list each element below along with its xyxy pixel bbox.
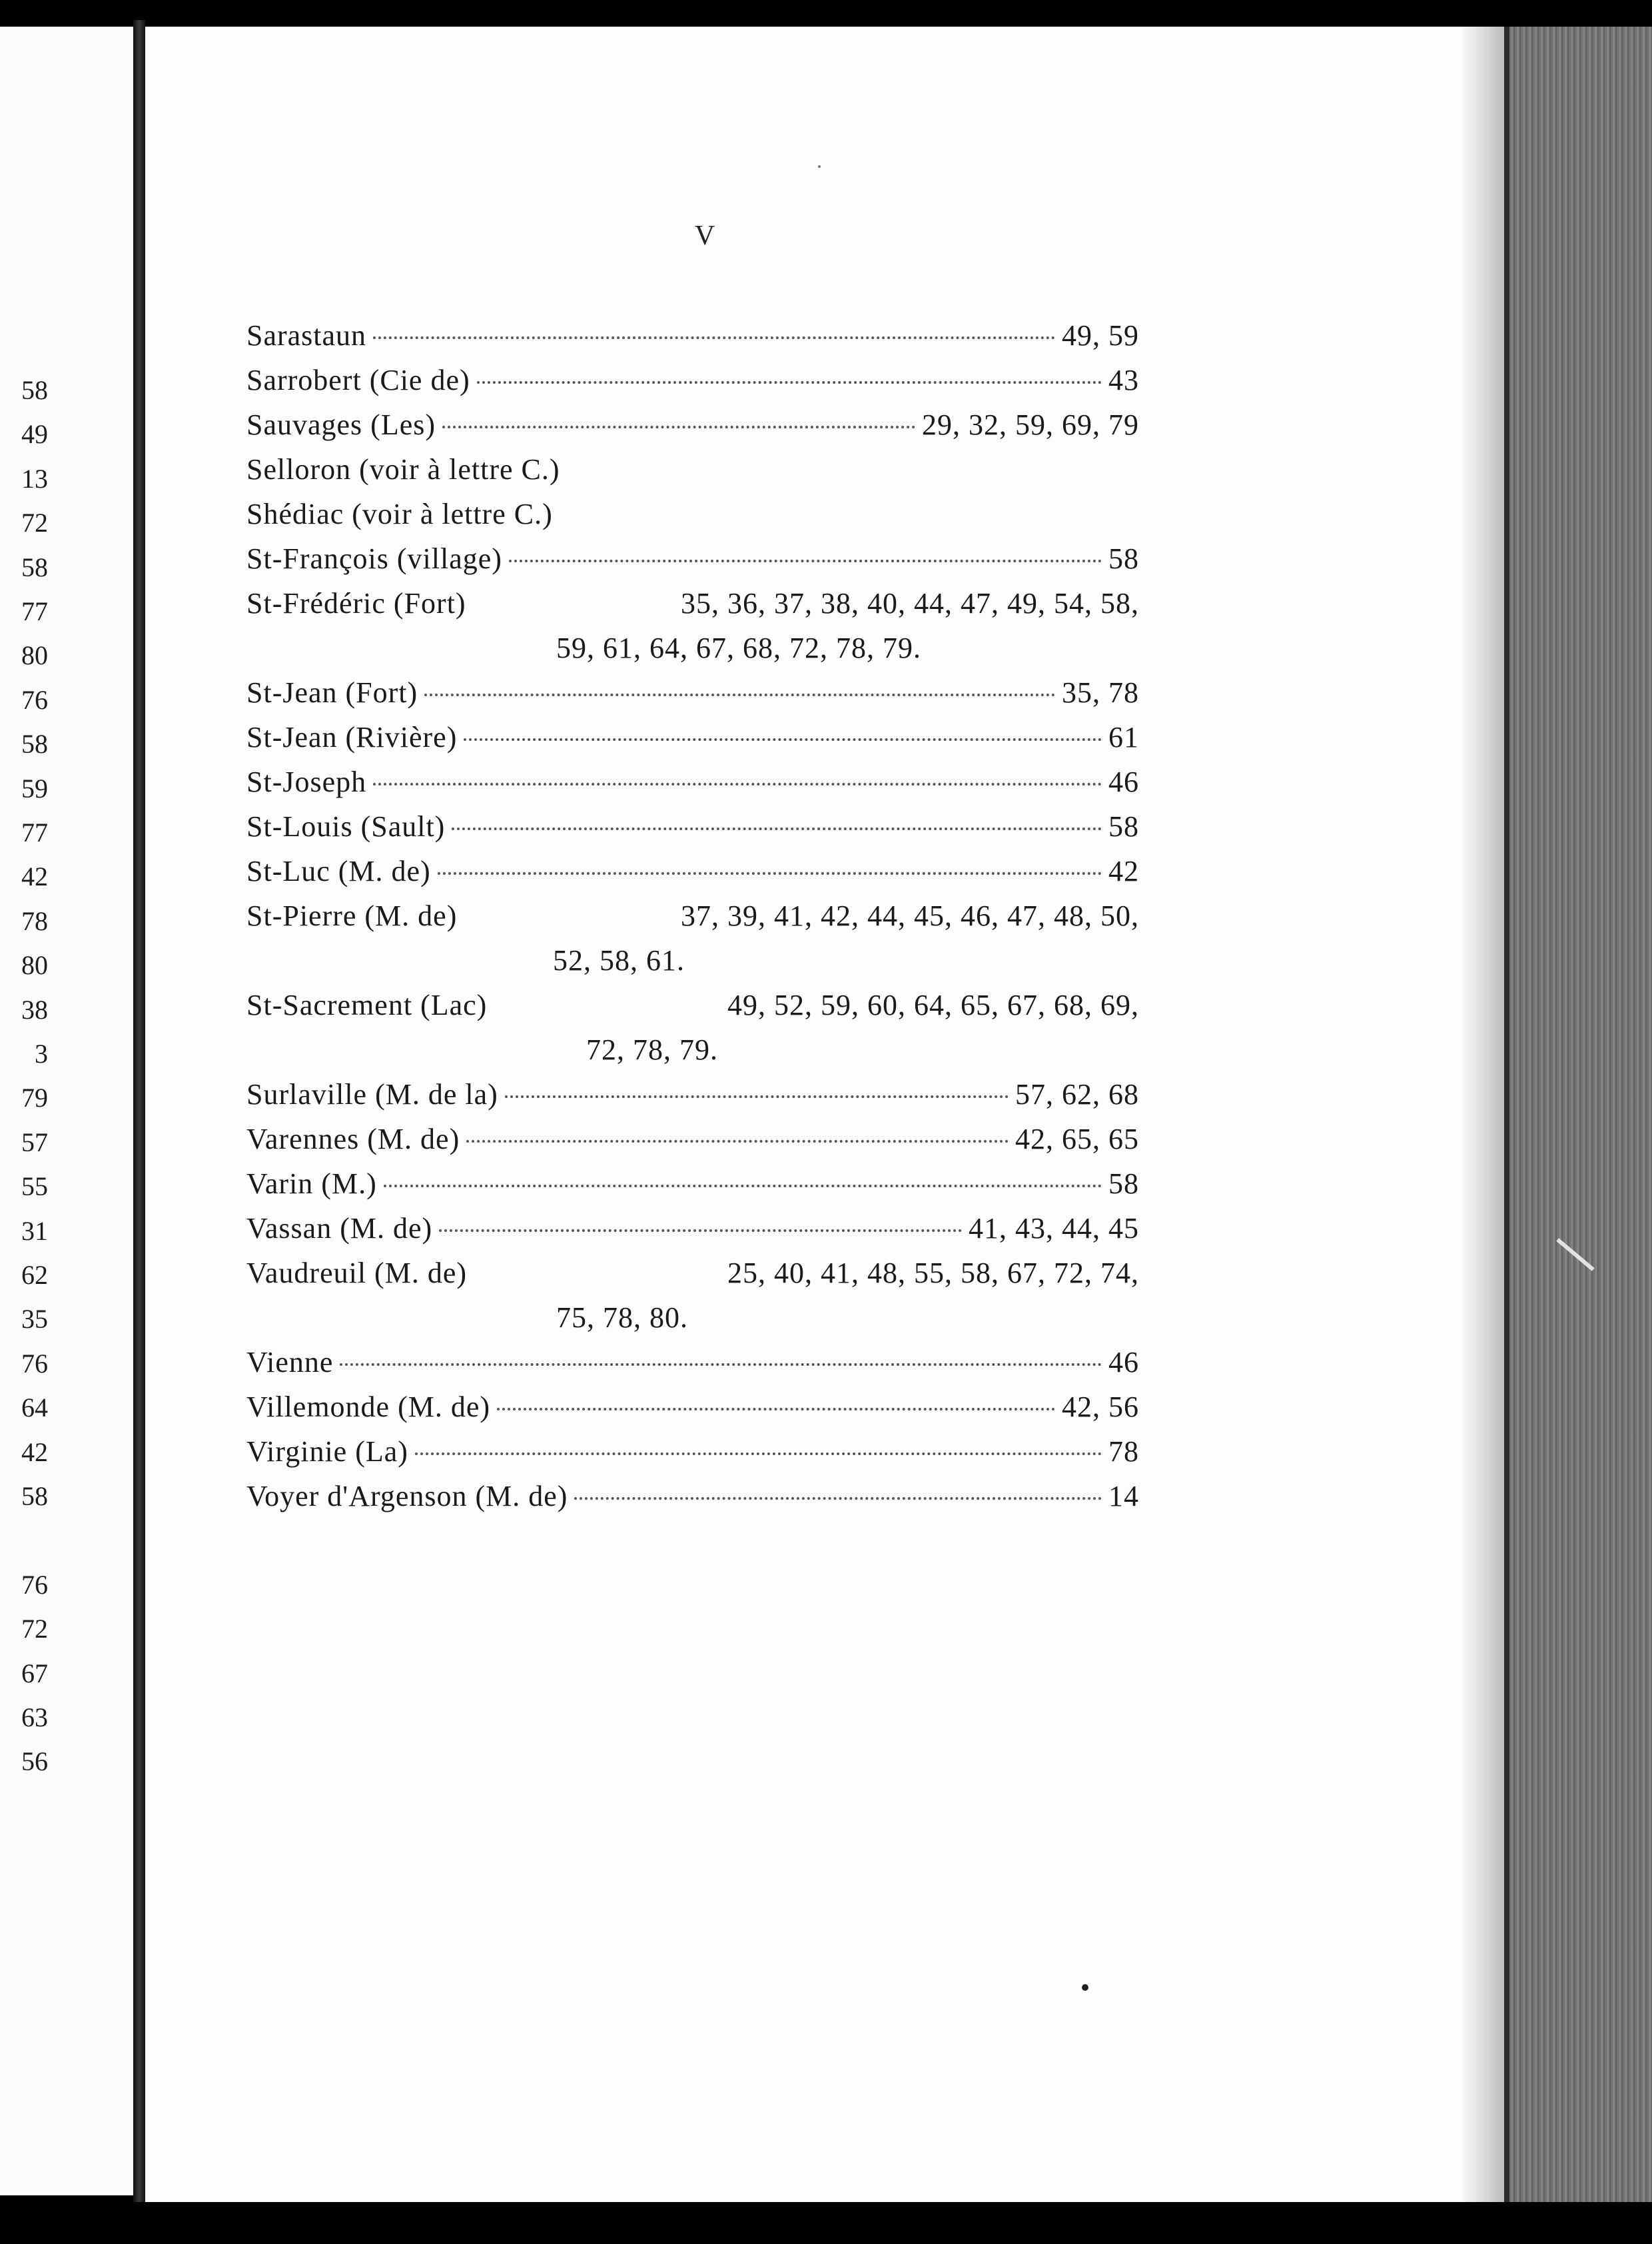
left-page <box>0 27 133 2195</box>
index-entry <box>246 893 1139 983</box>
index-entry-line <box>246 313 1139 358</box>
index-term: St-Joseph <box>246 766 367 798</box>
index-page-refs: 41, 43, 44, 45 <box>969 1212 1139 1245</box>
index-term: St-François (village) <box>246 542 502 575</box>
index-entry <box>246 1474 1139 1518</box>
index-entry-line <box>246 1340 1139 1385</box>
index-page-refs: 46 <box>1108 1346 1139 1379</box>
left-page-number: 64 <box>21 1393 48 1423</box>
index-entry-line <box>246 715 1139 760</box>
left-page-number: 72 <box>21 1614 48 1644</box>
index-term: St-Luc (M. de) <box>246 855 431 887</box>
index-page-refs: 61 <box>1108 721 1139 754</box>
index-entry <box>246 1429 1139 1474</box>
dot-leader <box>439 1229 962 1232</box>
page-block-edge <box>1504 27 1652 2219</box>
left-page-number: 42 <box>21 861 48 892</box>
left-page-number: 35 <box>21 1304 48 1335</box>
index-page-refs: 78 <box>1108 1435 1139 1468</box>
index-term: Villemonde (M. de) <box>246 1391 491 1423</box>
index-entry-line <box>246 804 1139 849</box>
dot-leader <box>373 783 1102 786</box>
index-page-refs-continued: 52, 58, 61. <box>553 944 685 977</box>
index-term: Surlaville (M. de la) <box>246 1078 498 1111</box>
index-page-refs: 58 <box>1108 1167 1139 1200</box>
index-entry-line <box>246 492 1139 536</box>
left-page-number: 80 <box>21 950 48 981</box>
index-entry-line <box>246 1072 1139 1117</box>
index-term: Sarastaun <box>246 319 367 352</box>
index-entry-line <box>246 447 1139 492</box>
index-entry <box>246 402 1139 447</box>
dot-leader <box>505 1095 1009 1098</box>
index-entry <box>246 492 1139 536</box>
index-entry-line <box>246 358 1139 402</box>
index-page-refs: 14 <box>1108 1480 1139 1512</box>
left-page-number: 72 <box>21 508 48 538</box>
dot-leader <box>464 738 1102 741</box>
index-term: Virginie (La) <box>246 1435 408 1468</box>
index-entry <box>246 760 1139 804</box>
index-list <box>246 313 1139 1518</box>
left-page-number: 55 <box>21 1171 48 1202</box>
index-term: Vassan (M. de) <box>246 1212 433 1245</box>
index-entry <box>246 1251 1139 1340</box>
index-entry-line <box>246 1251 1139 1295</box>
left-page-number: 59 <box>21 773 48 804</box>
index-entry-line <box>246 849 1139 893</box>
left-page-number: 42 <box>21 1436 48 1467</box>
index-entry-line <box>246 670 1139 715</box>
index-page-refs: 57, 62, 68 <box>1015 1078 1139 1111</box>
ink-speck <box>1082 1984 1088 1991</box>
index-page-refs: 58 <box>1108 542 1139 575</box>
index-term: St-Louis (Sault) <box>246 810 446 843</box>
left-page-number: 58 <box>21 375 48 405</box>
dot-leader <box>438 872 1102 875</box>
index-entry <box>246 313 1139 358</box>
index-entry-line <box>246 402 1139 447</box>
index-entry-line <box>246 1117 1139 1161</box>
index-term: Voyer d'Argenson (M. de) <box>246 1480 568 1512</box>
dot-leader <box>477 381 1102 384</box>
index-entry <box>246 849 1139 893</box>
left-page-number: 58 <box>21 552 48 582</box>
index-page-refs-continued: 72, 78, 79. <box>586 1033 718 1066</box>
left-page-number: 80 <box>21 640 48 671</box>
dot-leader <box>497 1408 1055 1410</box>
index-entry <box>246 715 1139 760</box>
index-entry <box>246 1117 1139 1161</box>
left-page-number: 78 <box>21 905 48 936</box>
index-entry <box>246 536 1139 581</box>
index-page-refs: 42, 56 <box>1062 1391 1139 1423</box>
index-entry-line <box>246 1429 1139 1474</box>
index-page-refs: 43 <box>1108 364 1139 396</box>
index-page-refs: 29, 32, 59, 69, 79 <box>922 408 1139 441</box>
index-page-refs: 35, 78 <box>1062 676 1139 709</box>
index-entry <box>246 1385 1139 1429</box>
index-page-refs: 49, 59 <box>1062 319 1139 352</box>
dot-leader <box>442 426 915 428</box>
left-page-number: 56 <box>21 1746 48 1777</box>
dot-leader <box>384 1185 1102 1187</box>
left-page-number: 38 <box>21 994 48 1025</box>
index-entry-line <box>246 983 1139 1027</box>
index-page-refs: 25, 40, 41, 48, 55, 58, 67, 72, 74, <box>727 1257 1139 1289</box>
book-gutter <box>133 20 145 2212</box>
index-page-refs: 42 <box>1108 855 1139 887</box>
index-entry <box>246 1072 1139 1117</box>
index-entry-line <box>246 581 1139 626</box>
left-page-number: 13 <box>21 463 48 494</box>
left-page-number: 76 <box>21 1569 48 1600</box>
left-page-number: 58 <box>21 729 48 760</box>
dot-leader <box>373 336 1055 339</box>
index-term: Varennes (M. de) <box>246 1123 460 1155</box>
index-entry-line <box>246 1474 1139 1518</box>
index-page-refs: 37, 39, 41, 42, 44, 45, 46, 47, 48, 50, <box>681 899 1139 932</box>
page-letter-heading: V <box>694 221 715 251</box>
left-page-number: 79 <box>21 1083 48 1113</box>
index-term: St-Sacrement (Lac) <box>246 989 488 1021</box>
index-page-refs: 58 <box>1108 810 1139 843</box>
index-entry <box>246 447 1139 492</box>
dot-leader <box>452 828 1102 830</box>
index-term: Sarrobert (Cie de) <box>246 364 470 396</box>
left-page-number: 77 <box>21 818 48 847</box>
left-page-number: 76 <box>21 684 48 715</box>
index-page-refs: 35, 36, 37, 38, 40, 44, 47, 49, 54, 58, <box>681 587 1139 620</box>
index-entry <box>246 983 1139 1072</box>
left-page-number: 57 <box>21 1127 48 1157</box>
left-page-number: 63 <box>21 1702 48 1732</box>
left-page-number: 62 <box>21 1260 48 1290</box>
index-entry <box>246 358 1139 402</box>
index-term: Vienne <box>246 1346 334 1379</box>
index-term: St-Jean (Rivière) <box>246 721 458 754</box>
index-entry <box>246 670 1139 715</box>
left-page-number-column <box>0 376 133 1842</box>
index-page-refs: 46 <box>1108 766 1139 798</box>
index-page-refs: 49, 52, 59, 60, 64, 65, 67, 68, 69, <box>727 989 1139 1021</box>
index-term: St-Jean (Fort) <box>246 676 418 709</box>
index-term: St-Frédéric (Fort) <box>246 587 466 620</box>
left-page-number: 67 <box>21 1658 48 1688</box>
ink-speck <box>818 165 821 168</box>
index-term: Sauvages (Les) <box>246 408 436 441</box>
left-page-number: 49 <box>21 419 48 450</box>
scan-border-bottom <box>0 2202 1652 2244</box>
index-page-refs-continued: 59, 61, 64, 67, 68, 72, 78, 79. <box>556 632 921 664</box>
index-entry <box>246 1206 1139 1251</box>
left-page-number: 76 <box>21 1348 48 1379</box>
dot-leader <box>509 560 1102 562</box>
page-edge-shadow <box>1459 27 1504 2209</box>
dot-leader <box>574 1497 1102 1500</box>
dot-leader <box>424 694 1055 696</box>
left-page-number: 31 <box>21 1215 48 1246</box>
left-page-number: 77 <box>21 596 48 626</box>
index-entry <box>246 1161 1139 1206</box>
index-entry <box>246 581 1139 670</box>
index-entry-line <box>246 760 1139 804</box>
index-entry-line <box>246 1206 1139 1251</box>
index-entry-line <box>246 893 1139 938</box>
index-term: Selloron (voir à lettre C.) <box>246 453 560 486</box>
left-page-number: 58 <box>21 1481 48 1511</box>
index-term: St-Pierre (M. de) <box>246 899 458 932</box>
index-entry <box>246 804 1139 849</box>
index-entry-line <box>246 1385 1139 1429</box>
dot-leader <box>415 1452 1102 1455</box>
index-entry-line <box>246 536 1139 581</box>
index-term: Shédiac (voir à lettre C.) <box>246 498 553 530</box>
index-page-refs-continued: 75, 78, 80. <box>556 1301 688 1334</box>
index-entry <box>246 1340 1139 1385</box>
dot-leader <box>466 1140 1009 1143</box>
index-entry-line <box>246 1161 1139 1206</box>
index-page-refs: 42, 65, 65 <box>1015 1123 1139 1155</box>
index-term: Varin (M.) <box>246 1167 377 1200</box>
page-block-edge-line <box>1504 27 1509 2219</box>
left-page-number: 3 <box>35 1039 48 1069</box>
index-term: Vaudreuil (M. de) <box>246 1257 468 1289</box>
dot-leader <box>340 1363 1102 1366</box>
